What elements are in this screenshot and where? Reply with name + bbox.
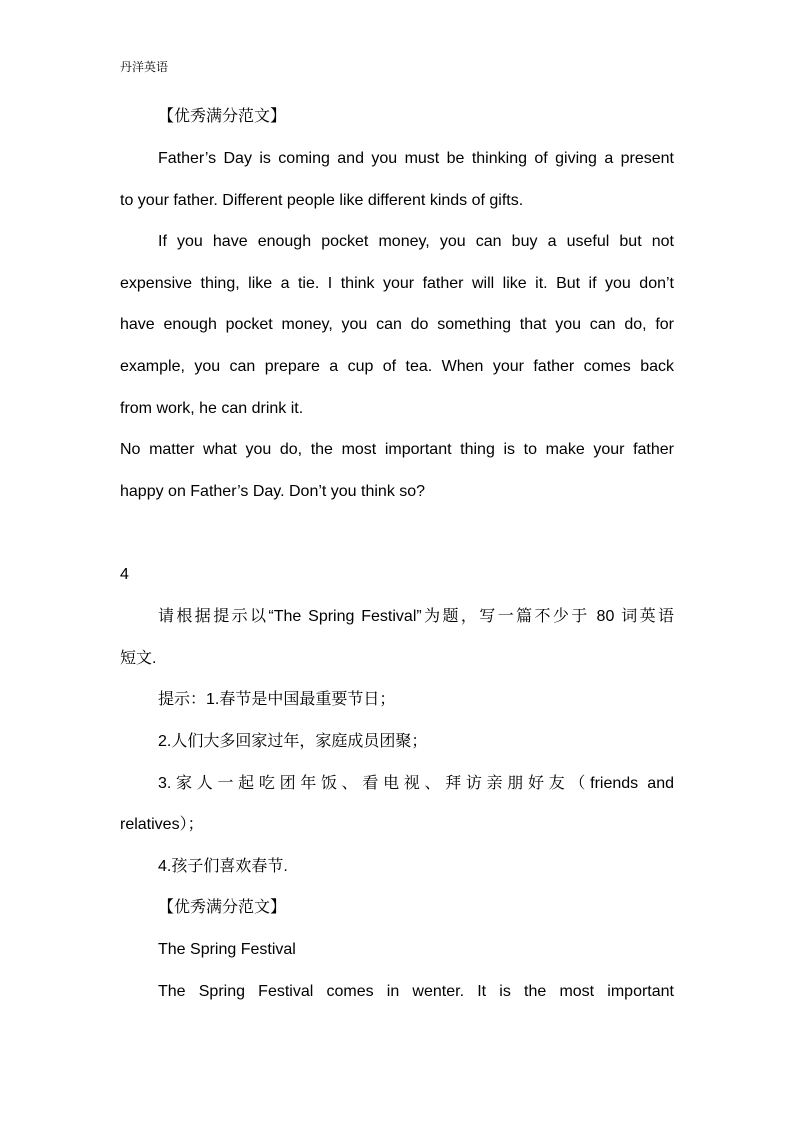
prompt-line: 请根据提示以“The Spring Festival”为题，写一篇不少于 80 词英语: [158, 608, 674, 625]
essay-title: The Spring Festival: [158, 941, 296, 958]
paragraph-line: example, you can prepare a cup of tea. When your father comes back: [120, 358, 674, 375]
paragraph-line: have enough pocket money, you can do something that you can do, for: [120, 316, 674, 333]
page-header: 丹洋英语: [120, 60, 169, 74]
hint-line: 3.家人一起吃团年饭、看电视、拜访亲朋好友（friends and: [158, 775, 674, 792]
paragraph-line: from work, he can drink it.: [120, 400, 304, 417]
hint-line: relatives）；: [120, 816, 204, 833]
section-heading: 【优秀满分范文】: [158, 899, 287, 916]
paragraph-line: The Spring Festival comes in wenter. It is the most important: [158, 983, 674, 1000]
paragraph-line: No matter what you do, the most important thing is to make your father: [120, 441, 674, 458]
paragraph-line: If you have enough pocket money, you can buy a useful but not: [158, 233, 674, 250]
paragraph-line: happy on Father’s Day. Don’t you think so?: [120, 483, 426, 500]
paragraph-line: Father’s Day is coming and you must be thinking of giving a present: [158, 150, 674, 167]
hint-line: 提示：1.春节是中国最重要节日；: [158, 691, 396, 708]
paragraph-line: to your father. Different people like different kinds of gifts.: [120, 192, 524, 209]
paragraph-line: expensive thing, like a tie. I think your father will like it. But if you don’t: [120, 275, 674, 292]
question-number: 4: [120, 566, 129, 583]
hint-line: 4.孩子们喜欢春节.: [158, 858, 288, 875]
prompt-line: 短文.: [120, 650, 157, 667]
section-heading: 【优秀满分范文】: [158, 108, 287, 125]
hint-line: 2.人们大多回家过年，家庭成员团聚；: [158, 733, 428, 750]
